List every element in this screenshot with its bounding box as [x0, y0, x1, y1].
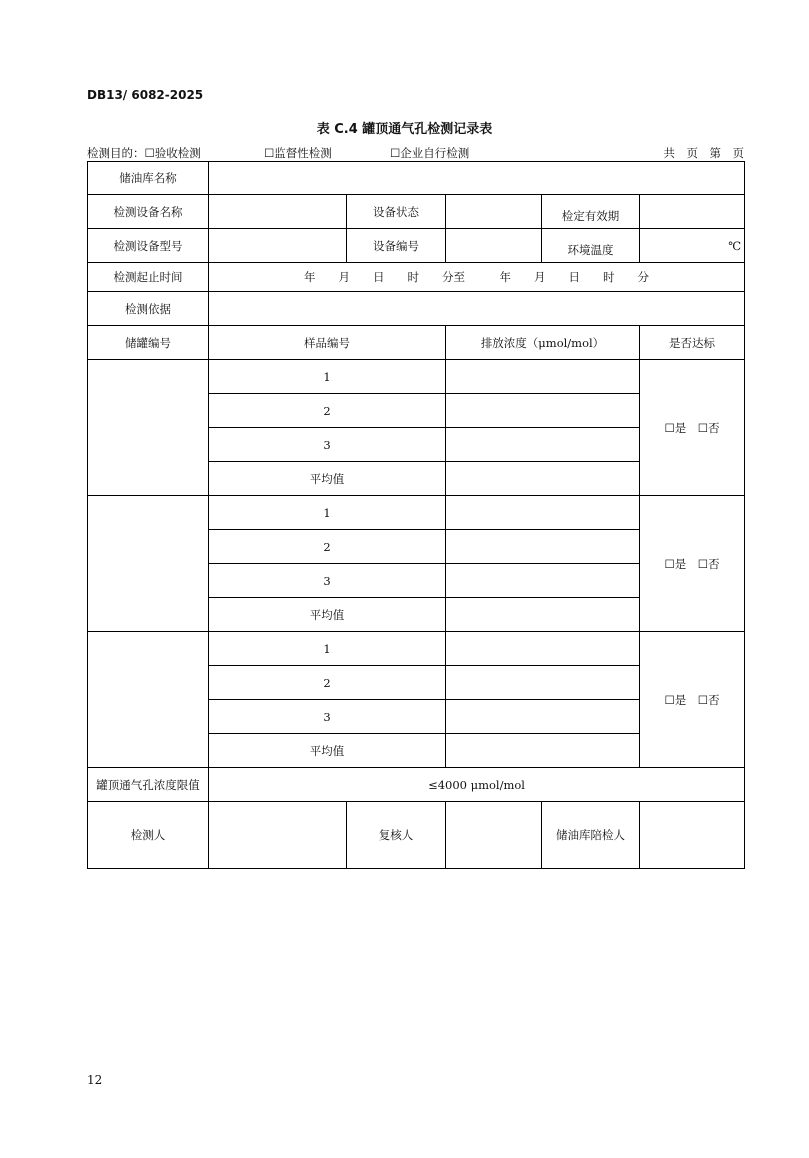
concentration-cell	[446, 666, 640, 700]
concentration-cell	[446, 462, 640, 496]
concentration-cell	[446, 428, 640, 462]
reviewer-label: 复核人	[347, 802, 446, 869]
concentration-cell	[446, 496, 640, 530]
device-no-label: 设备编号	[347, 229, 446, 263]
time-range-label: 检测起止时间	[88, 263, 209, 292]
inspection-purpose-line	[87, 145, 744, 161]
concentration-cell	[446, 598, 640, 632]
limit-label: 罐顶通气孔浓度限值	[88, 768, 209, 802]
device-status-label: 设备状态	[347, 195, 446, 229]
concentration-cell	[446, 734, 640, 768]
concentration-cell	[446, 394, 640, 428]
average-label-cell: 平均值	[209, 462, 446, 496]
page-number: 12	[87, 1073, 103, 1087]
table-row	[88, 632, 745, 666]
sample-no-cell: 1	[209, 632, 446, 666]
purpose-acceptance-option: 检测目的：☐验收检测	[87, 146, 201, 160]
device-status-field	[446, 195, 542, 229]
sample-no-cell: 3	[209, 700, 446, 734]
basis-label: 检测依据	[88, 292, 209, 326]
sample-no-cell: 2	[209, 666, 446, 700]
col-header-concentration: 排放浓度（μmol/mol）	[446, 326, 640, 360]
compliance-cell: ☐是 ☐否	[640, 360, 745, 496]
escort-field	[640, 802, 745, 869]
inspector-field	[209, 802, 347, 869]
page-count-text: 共 页 第 页	[663, 146, 744, 160]
sample-no-cell: 2	[209, 530, 446, 564]
inspector-label: 检测人	[88, 802, 209, 869]
concentration-cell	[446, 564, 640, 598]
device-model-field	[209, 229, 347, 263]
basis-field	[209, 292, 745, 326]
average-label-cell: 平均值	[209, 598, 446, 632]
col-header-sample-no: 样品编号	[209, 326, 446, 360]
concentration-cell	[446, 360, 640, 394]
table-title: 表 C.4 罐顶通气孔检测记录表	[316, 122, 493, 137]
inspection-record-table	[87, 161, 745, 869]
env-temp-field	[640, 229, 745, 263]
table-row	[88, 496, 745, 530]
tank-no-cell	[88, 360, 209, 496]
compliance-cell: ☐是 ☐否	[640, 496, 745, 632]
depot-name-field	[209, 162, 745, 195]
average-label-cell: 平均值	[209, 734, 446, 768]
standard-code: DB13/ 6082-2025	[87, 88, 204, 102]
device-model-label: 检测设备型号	[88, 229, 209, 263]
sample-no-cell: 3	[209, 428, 446, 462]
purpose-self-check-option: ☐企业自行检测	[390, 146, 470, 160]
col-header-tank-no: 储罐编号	[88, 326, 209, 360]
sample-no-cell: 3	[209, 564, 446, 598]
concentration-cell	[446, 530, 640, 564]
table-row	[88, 360, 745, 394]
valid-period-text: 检定有效期	[561, 208, 620, 223]
concentration-cell	[446, 632, 640, 666]
tank-no-cell	[88, 632, 209, 768]
escort-label: 储油库陪检人	[542, 802, 640, 869]
temp-unit: ℃	[728, 238, 742, 253]
reviewer-field	[446, 802, 542, 869]
device-no-field	[446, 229, 542, 263]
col-header-compliance: 是否达标	[640, 326, 745, 360]
device-name-field	[209, 195, 347, 229]
sample-no-cell: 1	[209, 496, 446, 530]
valid-period-field	[640, 195, 745, 229]
concentration-cell	[446, 700, 640, 734]
depot-name-label: 储油库名称	[88, 162, 209, 195]
tank-no-cell	[88, 496, 209, 632]
env-temp-label	[542, 229, 640, 263]
compliance-cell: ☐是 ☐否	[640, 632, 745, 768]
time-range-field: 年 月 日 时 分至 年 月 日 时 分	[209, 263, 745, 292]
limit-value: ≤4000 μmol/mol	[209, 768, 745, 802]
env-temp-text: 环境温度	[567, 242, 614, 257]
sample-no-cell: 1	[209, 360, 446, 394]
sample-no-cell: 2	[209, 394, 446, 428]
purpose-supervisory-option: ☐监督性检测	[264, 146, 332, 160]
valid-period-label	[542, 195, 640, 229]
device-name-label: 检测设备名称	[88, 195, 209, 229]
